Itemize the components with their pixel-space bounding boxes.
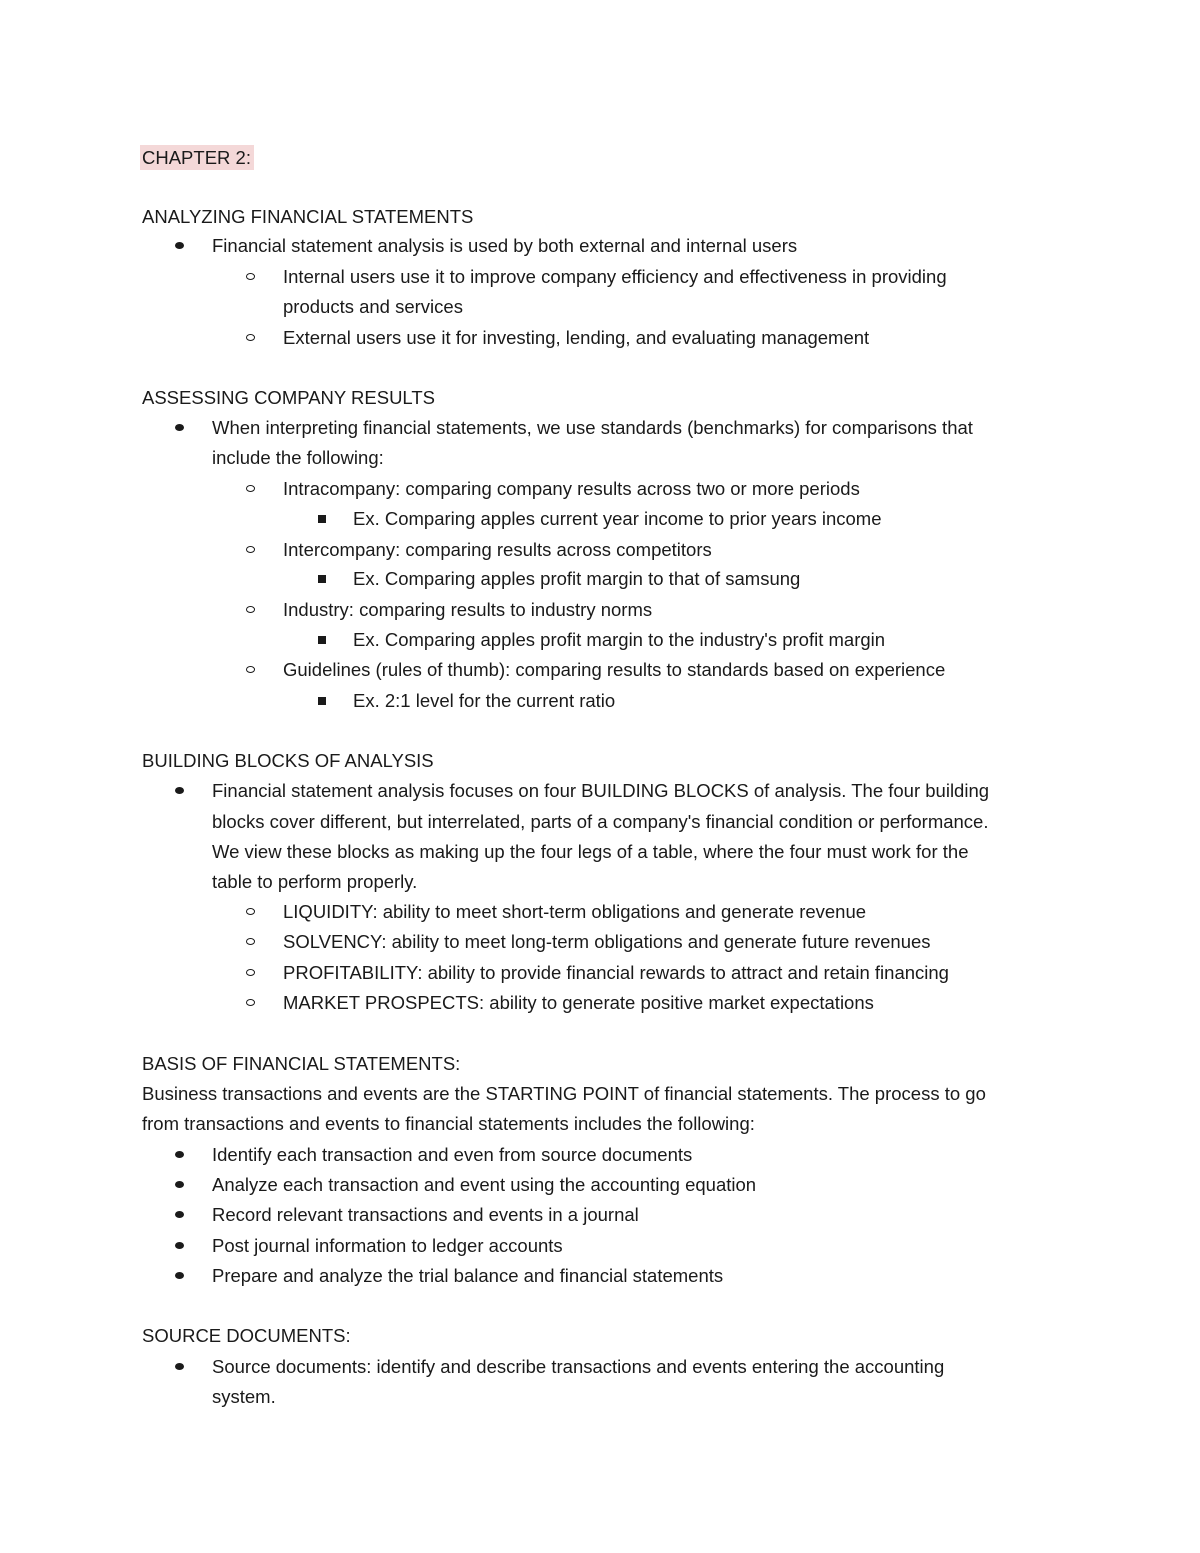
bullet-circle-icon	[246, 273, 255, 280]
bullet-circle-icon	[246, 938, 255, 945]
bullet-circle-icon	[246, 969, 255, 976]
building-line-3: We view these blocks as making up the four legs of a table, where the four must work for the	[212, 841, 969, 862]
bullet-disc-icon	[175, 1363, 184, 1370]
basis-step-1: Identify each transaction and even from source documents	[212, 1144, 693, 1165]
bullet-circle-icon	[246, 999, 255, 1006]
bullet-circle-icon	[246, 546, 255, 553]
chapter-title	[142, 145, 254, 171]
basis-step-2: Analyze each transaction and event using the accounting equation	[212, 1174, 757, 1195]
bullet-circle-icon	[246, 666, 255, 673]
bullet-disc-icon	[175, 1211, 184, 1218]
bullet-square-icon	[318, 515, 326, 523]
building-solvency: SOLVENCY: ability to meet long-term obligations and generate future revenues	[283, 931, 931, 952]
basis-paragraph-line-2: from transactions and events to financial statements includes the following:	[142, 1113, 755, 1134]
analyzing-sub-1-line-1: Internal users use it to improve company efficiency and effectiveness in providing	[283, 266, 947, 287]
bullet-square-icon	[318, 575, 326, 583]
bullet-disc-icon	[175, 424, 184, 431]
source-bullet-1-line-2: system.	[212, 1386, 276, 1407]
bullet-disc-icon	[175, 1151, 184, 1158]
bullet-circle-icon	[246, 606, 255, 613]
assessing-industry: Industry: comparing results to industry norms	[283, 599, 653, 620]
assessing-intercompany: Intercompany: comparing results across competitors	[283, 539, 712, 560]
section-heading-basis: BASIS OF FINANCIAL STATEMENTS:	[142, 1053, 461, 1074]
building-line-4: table to perform properly.	[212, 871, 418, 892]
bullet-disc-icon	[175, 1242, 184, 1249]
assessing-bullet-1-line-1: When interpreting financial statements, we use standards (benchmarks) for comparisons that	[212, 417, 973, 438]
bullet-square-icon	[318, 697, 326, 705]
bullet-circle-icon	[246, 334, 255, 341]
analyzing-sub-2: External users use it for investing, lending, and evaluating management	[283, 327, 870, 348]
chapter-title-text: CHAPTER 2:	[140, 145, 254, 170]
building-liquidity: LIQUIDITY: ability to meet short-term obligations and generate revenue	[283, 901, 867, 922]
assessing-bullet-1-line-2: include the following:	[212, 447, 384, 468]
section-heading-source-documents: SOURCE DOCUMENTS:	[142, 1325, 351, 1346]
bullet-square-icon	[318, 636, 326, 644]
assessing-guidelines: Guidelines (rules of thumb): comparing results to standards based on experience	[283, 659, 946, 680]
assessing-intracompany-example: Ex. Comparing apples current year income to prior years income	[353, 508, 882, 529]
section-heading-analyzing: ANALYZING FINANCIAL STATEMENTS	[142, 206, 474, 227]
bullet-disc-icon	[175, 1272, 184, 1279]
basis-step-3: Record relevant transactions and events in a journal	[212, 1204, 639, 1225]
basis-step-4: Post journal information to ledger accounts	[212, 1235, 563, 1256]
section-heading-building-blocks: BUILDING BLOCKS OF ANALYSIS	[142, 750, 434, 771]
analyzing-bullet-1: Financial statement analysis is used by both external and internal users	[212, 235, 798, 256]
bullet-disc-icon	[175, 1181, 184, 1188]
building-line-2: blocks cover different, but interrelated, parts of a company's financial condition or performance.	[212, 811, 989, 832]
assessing-industry-example: Ex. Comparing apples profit margin to the industry's profit margin	[353, 629, 886, 650]
section-heading-assessing: ASSESSING COMPANY RESULTS	[142, 387, 435, 408]
basis-step-5: Prepare and analyze the trial balance and financial statements	[212, 1265, 724, 1286]
building-line-1: Financial statement analysis focuses on four BUILDING BLOCKS of analysis. The four building	[212, 780, 990, 801]
assessing-guidelines-example: Ex. 2:1 level for the current ratio	[353, 690, 616, 711]
analyzing-sub-1-line-2: products and services	[283, 296, 463, 317]
bullet-circle-icon	[246, 908, 255, 915]
source-bullet-1-line-1: Source documents: identify and describe transactions and events entering the accounting	[212, 1356, 945, 1377]
building-market-prospects: MARKET PROSPECTS: ability to generate positive market expectations	[283, 992, 874, 1013]
bullet-disc-icon	[175, 242, 184, 249]
bullet-circle-icon	[246, 485, 255, 492]
bullet-disc-icon	[175, 787, 184, 794]
assessing-intracompany: Intracompany: comparing company results across two or more periods	[283, 478, 860, 499]
assessing-intercompany-example: Ex. Comparing apples profit margin to that of samsung	[353, 568, 801, 589]
building-profitability: PROFITABILITY: ability to provide financial rewards to attract and retain financing	[283, 962, 949, 983]
basis-paragraph-line-1: Business transactions and events are the STARTING POINT of financial statements. The process to go	[142, 1083, 986, 1104]
